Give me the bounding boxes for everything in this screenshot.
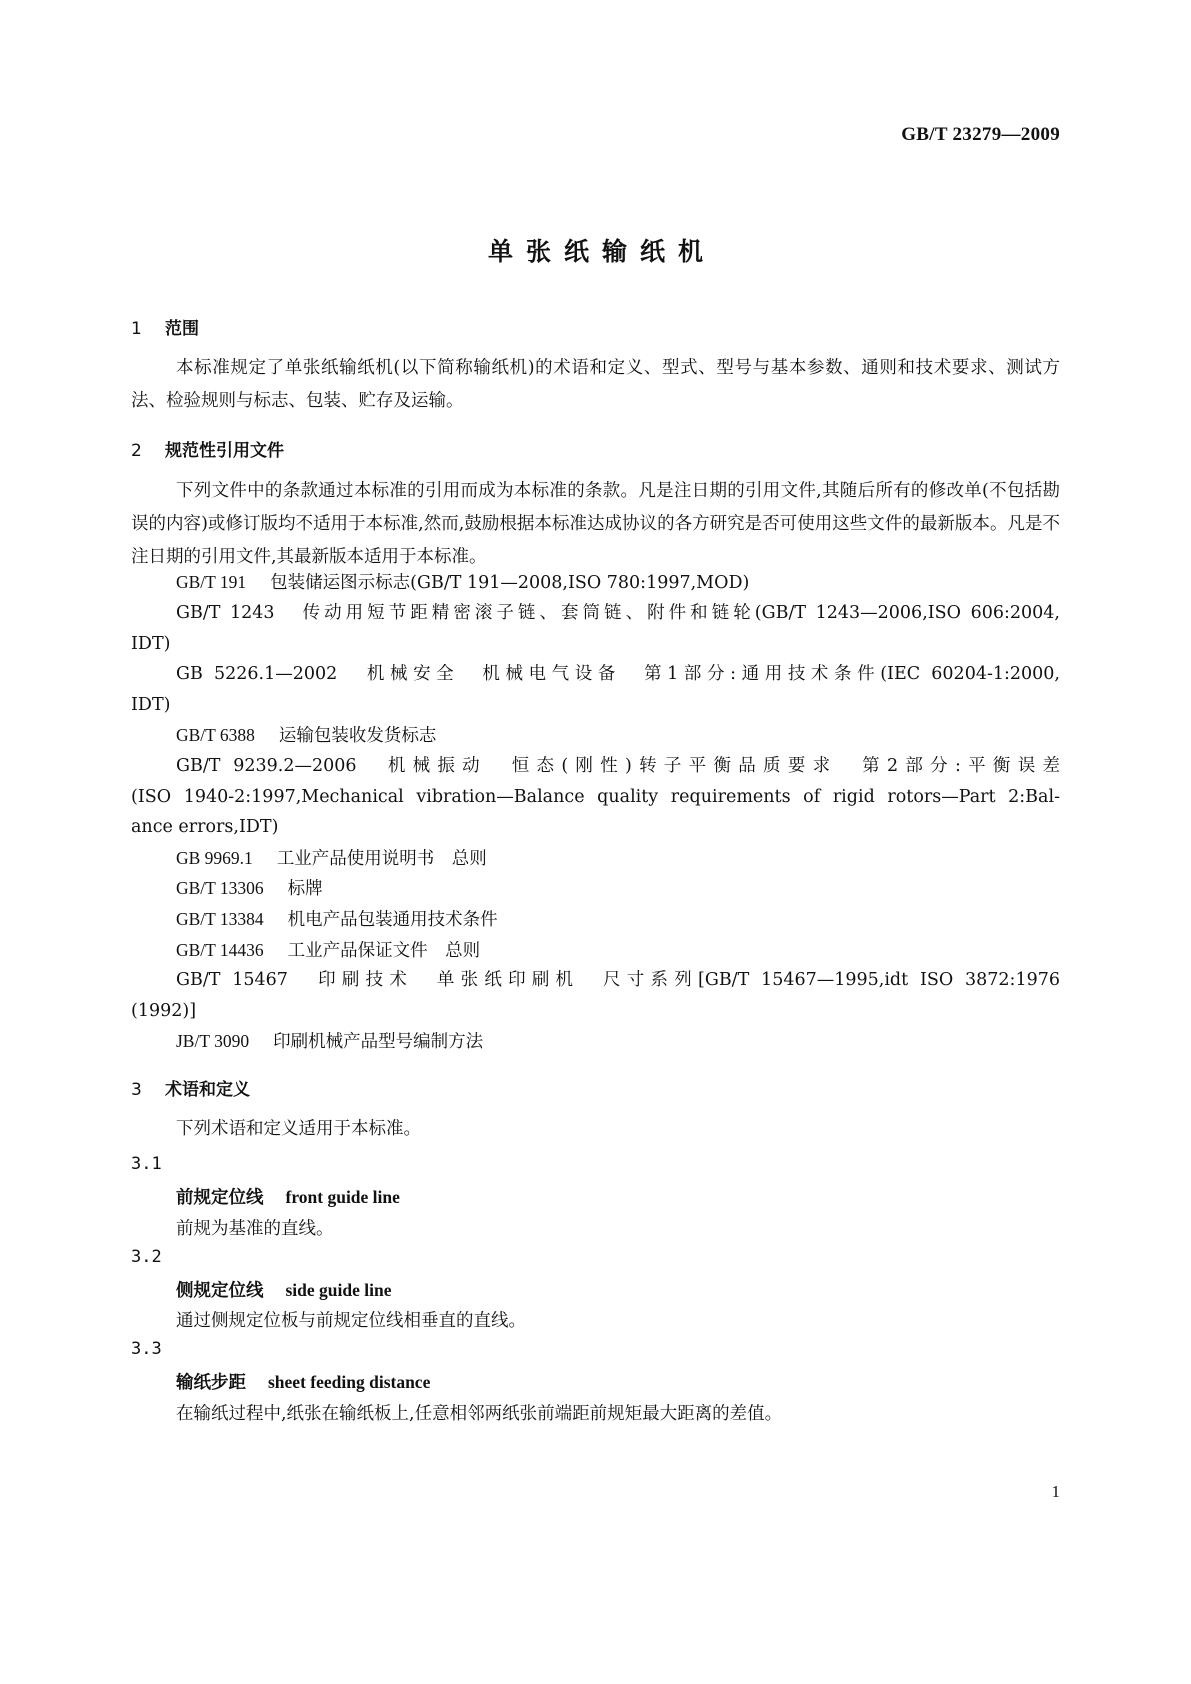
- section-2-title: 规范性引用文件: [165, 441, 284, 461]
- section-3-title: 术语和定义: [165, 1080, 250, 1100]
- reference-continuation: (1992)]: [131, 1001, 197, 1021]
- section-3-paragraph: 下列术语和定义适用于本标准。: [176, 1119, 421, 1139]
- reference-title: 包装储运图示标志(GB/T 191—2008,ISO 780:1997,MOD): [270, 573, 750, 593]
- reference-continuation: IDT): [131, 695, 171, 715]
- reference-title: 运输包装收发货标志: [278, 726, 437, 746]
- reference-title: 工业产品使用说明书 总则: [276, 849, 487, 869]
- term-chinese: 输纸步距: [176, 1373, 246, 1393]
- reference-item: [176, 566, 749, 600]
- section-1-title: 范围: [165, 319, 199, 339]
- reference-item: [176, 964, 1060, 997]
- page-number: 1: [1051, 1482, 1060, 1501]
- reference-code: GB/T 9239.2—2006: [176, 756, 357, 776]
- reference-title: 机电产品包装通用技术条件: [287, 910, 498, 930]
- clause-number: 3.3: [131, 1339, 162, 1359]
- reference-item: [176, 903, 498, 937]
- reference-item: [176, 842, 487, 876]
- term-chinese: 侧规定位线: [176, 1281, 264, 1301]
- term-heading: [176, 1277, 392, 1302]
- reference-title: 印刷机械产品型号编制方法: [273, 1032, 484, 1052]
- reference-item: [176, 872, 323, 906]
- reference-title: 机械振动 恒态(刚性)转子平衡品质要求 第2部分:平衡误差: [380, 756, 1060, 776]
- reference-title: 机械安全 机械电气设备 第1部分:通用技术条件(IEC 60204-1:2000,: [361, 664, 1060, 684]
- reference-code: GB/T 15467: [176, 970, 288, 990]
- term-english: front guide line: [285, 1187, 400, 1207]
- reference-code: GB 5226.1—2002: [176, 664, 338, 684]
- section-2-paragraph: 下列文件中的条款通过本标准的引用而成为本标准的条款。凡是注日期的引用文件,其随后所有的修改单(不包括勘误的内容)或修订版均不适用于本标准,然而,鼓励根据本标准达成协议的各方研究是否可使用这些文件的最新版本。凡是不注日期的引用文件,其最新版本适用于本标准。: [131, 481, 1060, 567]
- term-english: sheet feeding distance: [268, 1372, 431, 1392]
- standard-code: GB/T 23279—2009: [901, 124, 1060, 145]
- reference-continuation: IDT): [131, 634, 171, 654]
- clause-number: 3.1: [131, 1154, 162, 1174]
- term-heading: [176, 1369, 430, 1394]
- reference-item: [176, 719, 436, 753]
- term-heading: [176, 1184, 400, 1209]
- reference-code: GB/T 14436: [176, 940, 264, 960]
- reference-code: GB/T 1243: [176, 603, 275, 623]
- term-english: side guide line: [285, 1280, 392, 1300]
- reference-item: [176, 750, 1060, 783]
- reference-code: GB/T 13384: [176, 909, 264, 929]
- section-1-paragraph: 本标准规定了单张纸输纸机(以下简称输纸机)的术语和定义、型式、型号与基本参数、通则和技术要求、测试方法、检验规则与标志、包装、贮存及运输。: [131, 358, 1060, 411]
- term-definition: 前规为基准的直线。: [176, 1219, 334, 1239]
- reference-item: [176, 658, 1060, 691]
- reference-title: 工业产品保证文件 总则: [287, 941, 481, 961]
- clause-number: 3.2: [131, 1247, 162, 1267]
- reference-code: GB 9969.1: [176, 848, 253, 868]
- section-2-number: 2: [131, 441, 142, 461]
- reference-title: 标牌: [287, 879, 323, 899]
- term-definition: 通过侧规定位板与前规定位线相垂直的直线。: [176, 1311, 526, 1331]
- reference-code: GB/T 6388: [176, 725, 255, 745]
- reference-item: [176, 597, 1060, 630]
- section-3-heading: [131, 1075, 250, 1100]
- reference-continuation: (ISO 1940-2:1997,Mechanical vibration—Balance quality requirements of rigid rotors—Part 2:Bal-: [131, 787, 1060, 807]
- reference-title: 传动用短节距精密滚子链、套筒链、附件和链轮(GB/T 1243—2006,ISO 606:2004,: [298, 603, 1060, 623]
- term-definition: 在输纸过程中,纸张在输纸板上,任意相邻两纸张前端距前规矩最大距离的差值。: [176, 1404, 783, 1424]
- reference-code: GB/T 13306: [176, 878, 264, 898]
- reference-item: [176, 1025, 483, 1059]
- reference-code: GB/T 191: [176, 572, 247, 592]
- section-3-number: 3: [131, 1080, 142, 1100]
- document-title: 单张纸输纸机: [487, 237, 716, 266]
- reference-title: 印刷技术 单张纸印刷机 尺寸系列[GB/T 15467—1995,idt ISO 3872:1976: [311, 970, 1060, 990]
- section-1-number: 1: [131, 319, 142, 339]
- section-1-heading: [131, 314, 199, 339]
- term-chinese: 前规定位线: [176, 1188, 264, 1208]
- reference-code: JB/T 3090: [176, 1031, 250, 1051]
- section-2-heading: [131, 436, 284, 461]
- reference-continuation: ance errors,IDT): [131, 817, 279, 837]
- reference-item: [176, 934, 480, 968]
